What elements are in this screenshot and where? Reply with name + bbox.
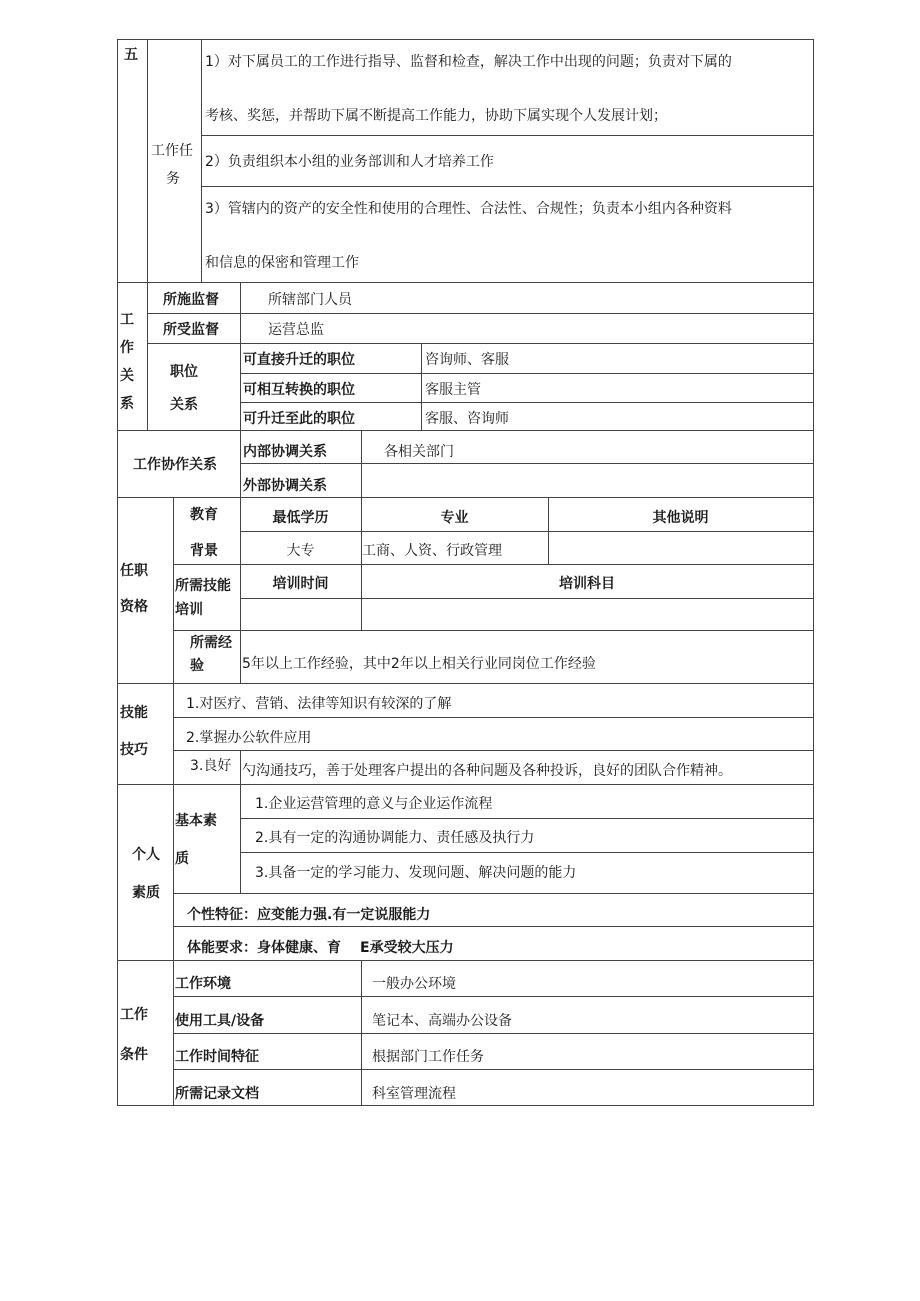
grid-line bbox=[201, 39, 202, 282]
grid-line bbox=[240, 463, 813, 464]
grid-line bbox=[117, 282, 813, 283]
table-border-top bbox=[117, 39, 814, 40]
grid-line bbox=[240, 750, 241, 784]
task-line: 3）管辖内的资产的安全性和使用的合理性、合法性、合规性；负责本小组内各种资料 bbox=[205, 201, 732, 217]
relations-side-label: 工 bbox=[120, 312, 134, 328]
grid-line bbox=[173, 564, 813, 565]
table-border-right bbox=[813, 39, 814, 1106]
position-label: 职位 bbox=[170, 364, 198, 380]
training-label: 培训 bbox=[175, 602, 203, 618]
grid-line bbox=[240, 598, 813, 599]
condition-label: 工作时间特征 bbox=[175, 1049, 259, 1065]
task-label: 工作任 bbox=[151, 143, 193, 159]
personality-trait: 个性特征：应变能力强.有一定说服能力 bbox=[187, 907, 431, 923]
experience-value: 5年以上工作经验，其中2年以上相关行业同岗位工作经验 bbox=[242, 656, 596, 672]
personal-side-label: 素质 bbox=[132, 885, 160, 901]
training-time-header: 培训时间 bbox=[272, 576, 329, 592]
grid-line bbox=[173, 893, 813, 894]
promote-from-label: 可升迁至此的职位 bbox=[243, 411, 355, 427]
grid-line bbox=[240, 818, 813, 819]
grid-line bbox=[147, 313, 813, 314]
skill-item-prefix: 3.良好 bbox=[190, 758, 232, 774]
task-line: 考核、奖惩，并帮助下属不断提高工作能力，协助下属实现个人发展计划； bbox=[205, 108, 667, 124]
grid-line bbox=[173, 1033, 813, 1034]
promote-from-value: 客服、咨询师 bbox=[425, 411, 509, 427]
physical-requirement: 体能要求：身体健康、育 bbox=[187, 940, 341, 956]
grid-line bbox=[173, 926, 813, 927]
grid-line bbox=[240, 852, 813, 853]
training-subject-header: 培训科目 bbox=[559, 576, 615, 592]
basic-quality-label: 基本素 bbox=[175, 813, 217, 829]
grid-line bbox=[201, 135, 813, 136]
qualification-side-label: 任职 bbox=[120, 563, 148, 579]
condition-label: 工作环境 bbox=[175, 976, 231, 992]
task-line: 1）对下属员工的工作进行指导、监督和检查，解决工作中出现的问题；负责对下属的 bbox=[205, 54, 732, 70]
external-coordination-label: 外部协调关系 bbox=[243, 478, 327, 494]
grid-line bbox=[117, 430, 813, 431]
grid-line bbox=[117, 960, 813, 961]
skills-side-label: 技能 bbox=[120, 705, 148, 721]
physical-requirement-cont: E承受较大压力 bbox=[360, 940, 454, 956]
grid-line bbox=[147, 282, 148, 430]
min-degree-value: 大专 bbox=[286, 543, 315, 559]
skill-item: 勺沟通技巧，善于处理客户提出的各种问题及各种投诉，良好的团队合作精神。 bbox=[242, 763, 732, 779]
grid-line bbox=[147, 343, 813, 344]
grid-line bbox=[117, 497, 813, 498]
relations-side-label: 系 bbox=[120, 396, 134, 412]
position-label: 关系 bbox=[170, 397, 198, 413]
skill-item: 2.掌握办公软件应用 bbox=[186, 730, 312, 746]
internal-coordination-value: 各相关部门 bbox=[384, 444, 454, 460]
grid-line bbox=[173, 630, 813, 631]
conditions-side-label: 条件 bbox=[120, 1047, 148, 1063]
supervise-value: 所辖部门人员 bbox=[268, 292, 352, 308]
education-label: 背景 bbox=[190, 543, 218, 559]
relations-side-label: 作 bbox=[120, 340, 134, 356]
grid-line bbox=[117, 683, 813, 684]
condition-value: 根据部门工作任务 bbox=[372, 1049, 484, 1065]
table-border-bottom bbox=[117, 1105, 814, 1106]
grid-line bbox=[173, 497, 174, 683]
grid-line bbox=[421, 343, 422, 431]
training-label: 所需技能 bbox=[175, 578, 231, 594]
table-border-left bbox=[117, 39, 118, 1106]
conditions-side-label: 工作 bbox=[120, 1007, 148, 1023]
grid-line bbox=[240, 343, 241, 431]
promote-to-value: 咨询师、客服 bbox=[425, 352, 509, 368]
skills-side-label: 技巧 bbox=[120, 742, 148, 758]
personal-side-label: 个人 bbox=[132, 847, 160, 863]
supervised-label: 所受监督 bbox=[163, 322, 219, 338]
major-header: 专业 bbox=[440, 510, 469, 526]
condition-value: 笔记本、高端办公设备 bbox=[372, 1013, 512, 1029]
grid-line bbox=[173, 750, 813, 751]
task-line: 2）负责组织本小组的业务部训和人才培养工作 bbox=[205, 154, 494, 170]
condition-label: 所需记录文档 bbox=[175, 1086, 259, 1102]
task-line: 和信息的保密和管理工作 bbox=[205, 255, 359, 271]
grid-line bbox=[173, 717, 813, 718]
condition-value: 一般办公环境 bbox=[372, 976, 456, 992]
grid-line bbox=[173, 683, 174, 784]
rotate-label: 可相互转换的职位 bbox=[243, 382, 355, 398]
grid-line bbox=[117, 784, 813, 785]
major-value: 工商、人资、行政管理 bbox=[362, 543, 502, 559]
education-label: 教育 bbox=[190, 507, 218, 523]
experience-label: 验 bbox=[190, 658, 204, 674]
grid-line bbox=[173, 1069, 813, 1070]
basic-quality-item: 2.具有一定的沟通协调能力、责任感及执行力 bbox=[255, 830, 535, 846]
condition-label: 使用工具/设备 bbox=[175, 1013, 265, 1029]
section-number: 五 bbox=[124, 47, 138, 63]
coordination-label: 工作协作关系 bbox=[133, 457, 217, 473]
grid-line bbox=[147, 39, 148, 282]
grid-line bbox=[240, 784, 241, 893]
min-degree-header: 最低学历 bbox=[272, 510, 329, 526]
experience-label: 所需经 bbox=[190, 635, 232, 651]
grid-line bbox=[201, 186, 813, 187]
skill-item: 1.对医疗、营销、法律等知识有较深的了解 bbox=[186, 696, 452, 712]
qualification-side-label: 资格 bbox=[120, 599, 148, 615]
basic-quality-item: 3.具备一定的学习能力、发现问题、解决问题的能力 bbox=[255, 865, 577, 881]
task-label: 务 bbox=[166, 171, 180, 187]
promote-to-label: 可直接升迁的职位 bbox=[243, 352, 355, 368]
internal-coordination-label: 内部协调关系 bbox=[243, 444, 327, 460]
supervise-label: 所施监督 bbox=[163, 292, 219, 308]
basic-quality-label: 质 bbox=[175, 851, 189, 867]
condition-value: 科室管理流程 bbox=[372, 1086, 456, 1102]
other-header: 其他说明 bbox=[652, 510, 709, 526]
grid-line bbox=[240, 531, 813, 532]
grid-line bbox=[361, 564, 362, 630]
relations-side-label: 关 bbox=[120, 368, 134, 384]
supervised-value: 运营总监 bbox=[268, 322, 324, 338]
grid-line bbox=[173, 784, 174, 960]
grid-line bbox=[240, 373, 813, 374]
grid-line bbox=[240, 402, 813, 403]
grid-line bbox=[173, 996, 813, 997]
basic-quality-item: 1.企业运营管理的意义与企业运作流程 bbox=[255, 796, 493, 812]
rotate-value: 客服主管 bbox=[425, 382, 481, 398]
